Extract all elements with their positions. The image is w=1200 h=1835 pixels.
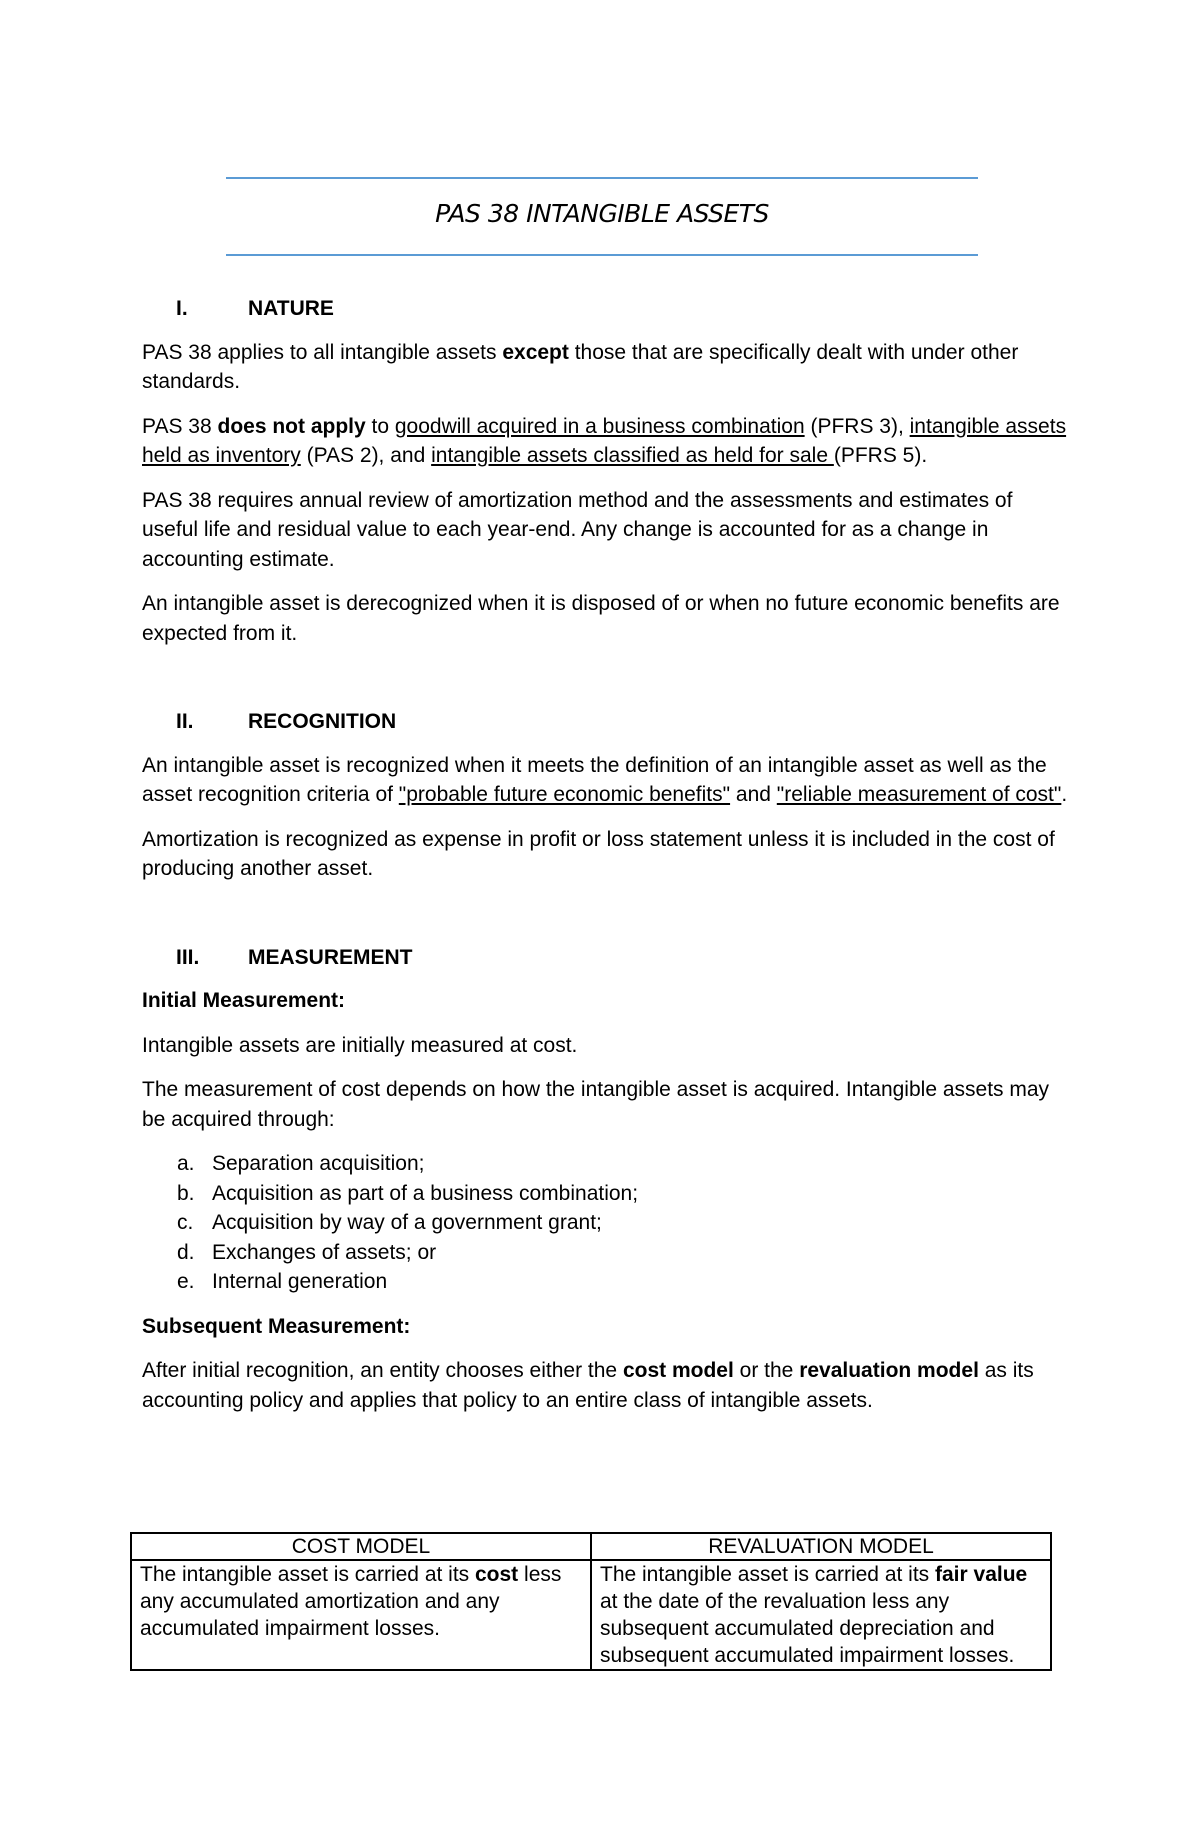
document-body <box>142 294 1072 1430</box>
bold-text: cost model <box>622 1359 734 1382</box>
section-spacer <box>142 663 1072 707</box>
text-run: An intangible asset is recognized when it meets the definition of an intangible asset as well as the asset recognition criteria of <box>142 753 1047 806</box>
text-run: as its accounting policy and applies that policy to an entire class of intangible assets. <box>142 1359 1034 1412</box>
text-run: or the <box>733 1359 800 1382</box>
text-run: less any accumulated amortization and any accumulated impairment losses. <box>140 1563 562 1640</box>
underlined-text: "reliable measurement of cost" <box>776 783 1062 806</box>
text-run: After initial recognition, an entity chooses either the <box>142 1359 623 1382</box>
section-spacer <box>142 899 1072 943</box>
underlined-text: goodwill acquired in a business combination <box>394 414 805 438</box>
title-rule-bottom <box>226 254 978 256</box>
list-text: Internal generation <box>212 1270 388 1293</box>
underlined-text: "probable future economic benefits" <box>398 783 731 806</box>
bold-text: fair value <box>935 1563 1028 1586</box>
bold-text: does not apply <box>217 414 366 438</box>
list-letter: a. <box>177 1152 195 1175</box>
list-text: Separation acquisition; <box>212 1152 425 1175</box>
text-run: PAS 38 applies to all intangible assets <box>142 340 503 364</box>
column-header-revaluation-model: REVALUATION MODEL <box>591 1533 1051 1560</box>
section-heading-nature <box>142 294 1072 324</box>
column-header-cost-model: COST MODEL <box>131 1533 591 1560</box>
list-item <box>142 1267 1072 1297</box>
text-run: The intangible asset is carried at its <box>600 1563 935 1586</box>
text-run: (PAS 2), and <box>300 444 432 467</box>
table-row <box>131 1560 1051 1670</box>
list-letter: d. <box>177 1240 195 1264</box>
nature-paragraph-2 <box>142 412 1072 471</box>
text-run: at the date of the revaluation less any subsequent accumulated depreciation and subsequent accumulated impairment losses. <box>600 1590 1015 1667</box>
nature-paragraph-4: An intangible asset is derecognized when it is disposed of or when no future economic benefits are expected from it. <box>142 592 1060 645</box>
text-run: (PFRS 5). <box>833 444 928 467</box>
list-letter: b. <box>177 1181 195 1205</box>
text-run: The intangible asset is carried at its <box>140 1563 475 1586</box>
list-item <box>142 1149 1072 1179</box>
list-text: Exchanges of assets; or <box>212 1240 437 1264</box>
bold-text: except <box>502 340 569 364</box>
measurement-paragraph-2: The measurement of cost depends on how the intangible asset is acquired. Intangible assets may be acquired through: <box>142 1078 1050 1131</box>
text-run: (PFRS 3), <box>804 414 910 438</box>
section-title: RECOGNITION <box>248 710 397 733</box>
text-run: those that are specifically dealt with under other standards. <box>142 340 1019 393</box>
list-item <box>142 1238 1072 1268</box>
underlined-text: intangible assets classified as held for sale <box>431 444 834 467</box>
text-run: . <box>1061 783 1068 806</box>
section-number: I. <box>176 297 188 320</box>
section-heading-measurement <box>142 943 1072 973</box>
text-run: and <box>730 783 777 806</box>
initial-measurement-label: Initial Measurement: <box>142 989 346 1012</box>
section-title: MEASUREMENT <box>248 945 413 969</box>
text-run: PAS 38 <box>142 414 218 438</box>
list-item <box>142 1179 1072 1209</box>
measurement-paragraph-1: Intangible assets are initially measured at cost. <box>142 1033 578 1057</box>
section-heading-recognition <box>142 707 1072 737</box>
list-letter: e. <box>177 1270 195 1293</box>
model-comparison-table <box>130 1532 1052 1671</box>
subsequent-measurement-label: Subsequent Measurement: <box>142 1314 411 1338</box>
table-header-row <box>131 1533 1051 1560</box>
cost-model-cell <box>131 1560 591 1670</box>
document-title: PAS 38 INTANGIBLE ASSETS <box>435 199 769 228</box>
section-number: III. <box>176 945 200 969</box>
measurement-paragraph-3 <box>142 1356 1072 1415</box>
list-text: Acquisition as part of a business combination; <box>212 1181 639 1205</box>
list-letter: c. <box>177 1211 194 1234</box>
list-text: Acquisition by way of a government grant; <box>212 1211 602 1234</box>
recognition-paragraph-1 <box>142 751 1072 810</box>
section-number: II. <box>176 710 194 733</box>
title-rule-top <box>226 177 978 179</box>
acquisition-methods-list <box>142 1149 1072 1297</box>
recognition-paragraph-2: Amortization is recognized as expense in profit or loss statement unless it is included in the cost of producing another asset. <box>142 827 1055 880</box>
bold-text: cost <box>475 1563 519 1586</box>
bold-text: revaluation model <box>799 1359 979 1382</box>
nature-paragraph-3: PAS 38 requires annual review of amortization method and the assessments and estimates of useful life and residual value to each year-end. Any change is accounted for as a change in accounting estimate. <box>142 488 1013 571</box>
list-item <box>142 1208 1072 1238</box>
nature-paragraph-1 <box>142 338 1072 397</box>
underlined-text: intangible assets held as inventory <box>142 414 1067 467</box>
revaluation-model-cell <box>591 1560 1051 1670</box>
text-run: to <box>365 414 395 438</box>
section-title: NATURE <box>248 297 334 320</box>
